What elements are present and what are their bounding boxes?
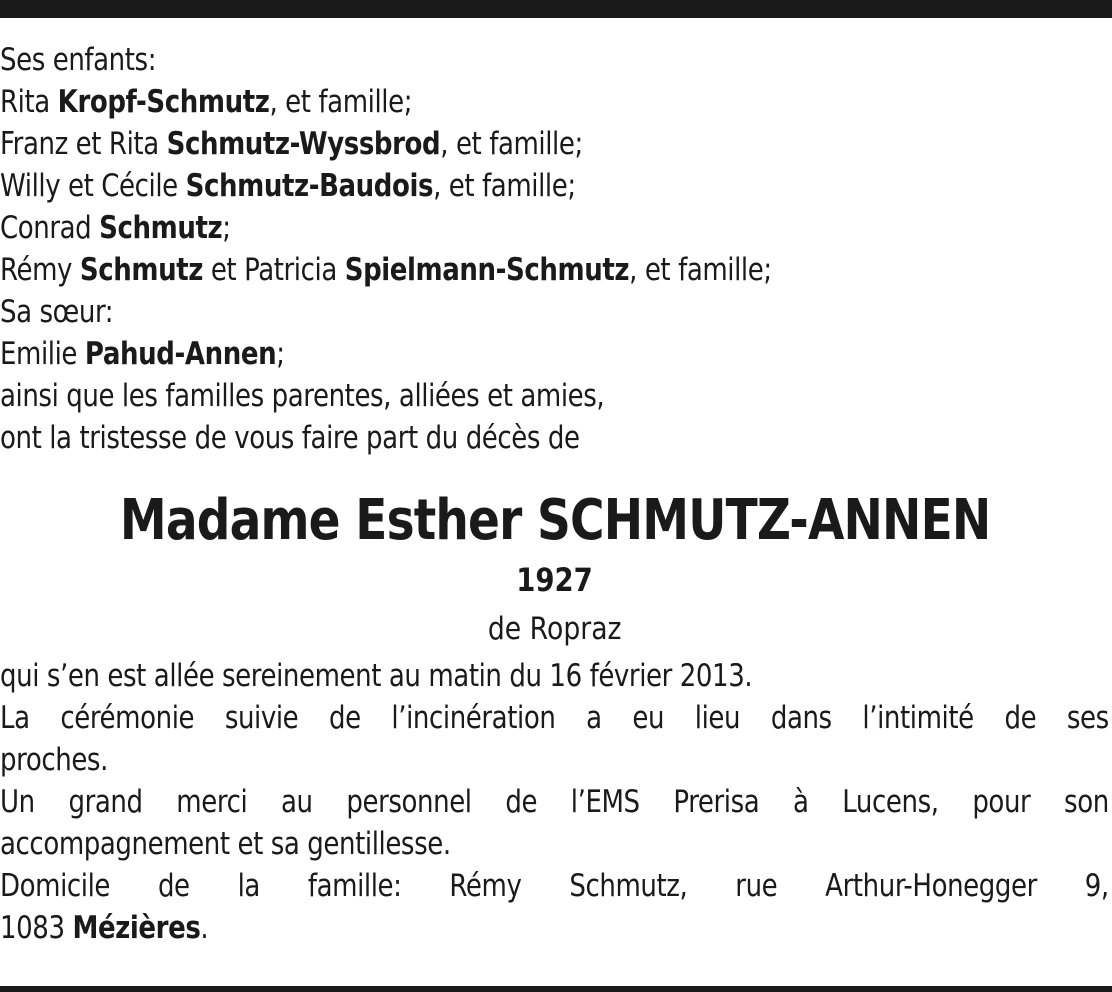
text-line xyxy=(0,165,1109,207)
text-segment: proches. xyxy=(0,742,108,778)
place-of-origin xyxy=(0,607,1110,651)
text-segment: . xyxy=(200,910,209,946)
text-line xyxy=(0,697,1109,739)
text-segment: , et famille; xyxy=(433,168,576,204)
text-line xyxy=(0,739,1109,781)
text-line xyxy=(0,81,1109,123)
text-line xyxy=(0,417,1109,459)
text-segment: Willy et Cécile xyxy=(0,168,186,204)
text-line xyxy=(0,249,1109,291)
text-segment: ainsi que les familles parentes, alliées et amies, xyxy=(0,378,605,414)
bold-name: Pahud-Annen xyxy=(84,336,277,372)
text-segment: , et famille; xyxy=(629,252,772,288)
text-line xyxy=(0,781,1109,823)
text-line xyxy=(0,375,1109,417)
text-segment: Un grand merci au personnel de l’EMS Prerisa à Lucens, pour son xyxy=(0,784,1109,820)
text-segment: Ses enfants: xyxy=(0,42,157,78)
text-segment: Emilie xyxy=(0,336,85,372)
text-segment: Conrad xyxy=(0,210,100,246)
top-rule xyxy=(0,0,1112,18)
bold-name: Kropf-Schmutz xyxy=(57,84,270,120)
text-segment: Sa sœur: xyxy=(0,294,114,330)
bold-name: Schmutz-Wyssbrod xyxy=(166,126,441,162)
bold-name: Schmutz-Baudois xyxy=(185,168,434,204)
bottom-rule xyxy=(0,986,1112,992)
bold-name: Schmutz xyxy=(99,210,223,246)
text-segment: , et famille; xyxy=(440,126,583,162)
text-line xyxy=(0,823,1109,865)
text-line xyxy=(0,333,1109,375)
text-line xyxy=(0,655,1109,697)
birth-year-text: 1927 xyxy=(516,561,594,599)
text-line xyxy=(0,39,1109,81)
text-segment: qui s’en est allée sereinement au matin du 16 février 2013. xyxy=(0,658,753,694)
text-segment: 1083 xyxy=(0,910,73,946)
bold-name: Spielmann-Schmutz xyxy=(344,252,630,288)
text-line xyxy=(0,207,1109,249)
text-segment: Rita xyxy=(0,84,58,120)
closing-paragraph xyxy=(0,655,1110,949)
text-line xyxy=(0,865,1109,907)
text-line xyxy=(0,291,1109,333)
bold-name: Mézières xyxy=(72,910,201,946)
bold-name: Schmutz xyxy=(79,252,203,288)
text-segment: Franz et Rita xyxy=(0,126,167,162)
text-segment: Rémy xyxy=(0,252,80,288)
text-segment: ; xyxy=(276,336,285,372)
text-segment: , et famille; xyxy=(269,84,413,120)
text-segment: La cérémonie suivie de l’incinération a eu lieu dans l’intimité de ses xyxy=(0,700,1109,736)
obituary-notice xyxy=(0,39,1110,949)
deceased-name-text: Madame Esther SCHMUTZ-ANNEN xyxy=(119,488,991,553)
text-segment: et Patricia xyxy=(202,252,345,288)
deceased-name xyxy=(0,487,1110,555)
text-line xyxy=(0,123,1109,165)
family-list xyxy=(0,39,1110,459)
text-segment: Domicile de la famille: Rémy Schmutz, rue Arthur-Honegger 9, xyxy=(0,868,1109,904)
text-segment: ; xyxy=(222,210,231,246)
text-segment: ont la tristesse de vous faire part du décès de xyxy=(0,420,580,456)
text-line xyxy=(0,907,1109,949)
place-of-origin-text: de Ropraz xyxy=(488,611,622,647)
text-segment: accompagnement et sa gentillesse. xyxy=(0,826,451,862)
birth-year xyxy=(0,557,1110,603)
